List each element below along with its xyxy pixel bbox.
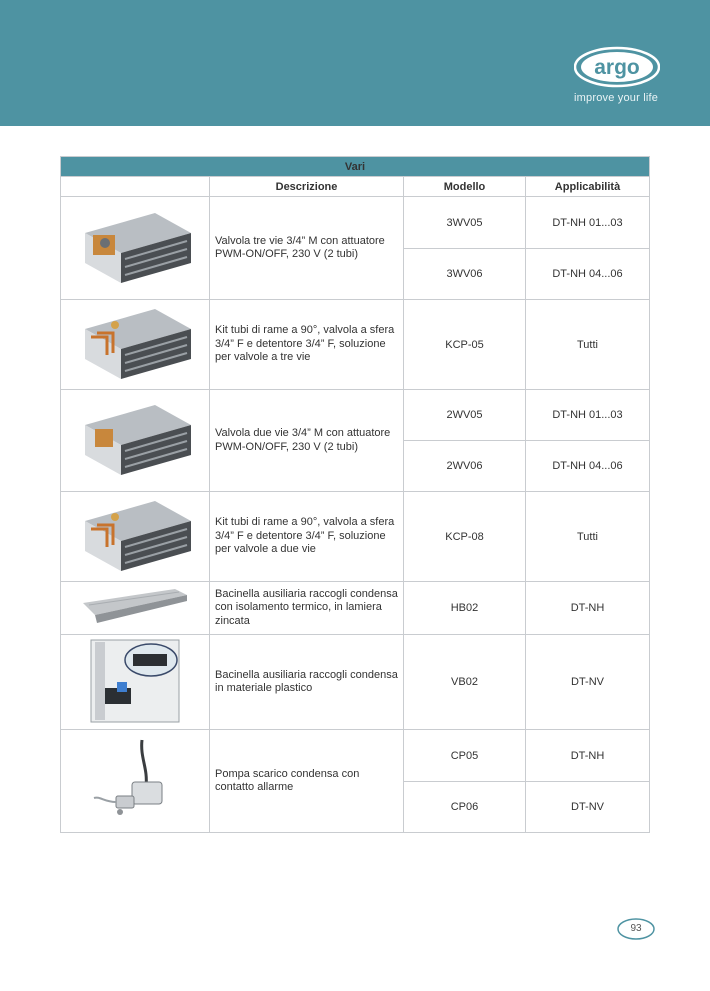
header-model: Modello	[404, 177, 526, 197]
applicability-cell: DT-NV	[526, 635, 650, 730]
table-row	[61, 582, 650, 635]
table-row	[61, 492, 650, 582]
applicability-cell: DT-NH 04...06	[526, 249, 650, 300]
applicability-cell: DT-NH	[526, 730, 650, 782]
table-row	[61, 390, 650, 441]
applicability-cell: DT-NH	[526, 582, 650, 635]
product-image-cell	[61, 390, 210, 492]
model-cell: 2WV05	[404, 390, 526, 441]
svg-text:argo: argo	[594, 56, 640, 79]
product-image-cell	[61, 730, 210, 833]
description-cell: Kit tubi di rame a 90°, valvola a sfera 3/4” F e detentore 3/4” F, soluzione per valvole a due vie	[210, 492, 404, 582]
applicability-cell: DT-NH 01...03	[526, 390, 650, 441]
fan-coil-valve-image	[75, 207, 195, 287]
table-header-row	[61, 177, 650, 197]
product-image-cell	[61, 635, 210, 730]
description-cell: Pompa scarico condensa con contatto allarme	[210, 730, 404, 833]
table-title-row	[61, 157, 650, 177]
applicability-cell: DT-NV	[526, 782, 650, 833]
model-cell: KCP-08	[404, 492, 526, 582]
table-row	[61, 730, 650, 782]
table-row	[61, 635, 650, 730]
table-row	[61, 300, 650, 390]
description-cell: Valvola tre vie 3/4” M con attuatore PWM-ON/OFF, 230 V (2 tubi)	[210, 197, 404, 300]
description-cell: Bacinella ausiliaria raccogli condensa in materiale plastico	[210, 635, 404, 730]
fan-coil-copper-kit-image	[75, 495, 195, 575]
description-cell: Bacinella ausiliaria raccogli condensa con isolamento termico, in lamiera zincata	[210, 582, 404, 635]
model-cell: KCP-05	[404, 300, 526, 390]
description-cell: Valvola due vie 3/4” M con attuatore PWM-ON/OFF, 230 V (2 tubi)	[210, 390, 404, 492]
fan-coil-2-way-valve-image	[75, 399, 195, 479]
description-cell: Kit tubi di rame a 90°, valvola a sfera 3/4” F e detentore 3/4” F, soluzione per valvole a tre vie	[210, 300, 404, 390]
header-description: Descrizione	[210, 177, 404, 197]
model-cell: CP05	[404, 730, 526, 782]
header-image-blank	[61, 177, 210, 197]
model-cell: 3WV05	[404, 197, 526, 249]
applicability-cell: DT-NH 01...03	[526, 197, 650, 249]
model-cell: 2WV06	[404, 441, 526, 492]
drip-tray-plastic-image	[89, 638, 181, 724]
product-image-cell	[61, 492, 210, 582]
product-image-cell	[61, 197, 210, 300]
accessories-table	[60, 156, 650, 833]
condensate-pump-image	[90, 738, 180, 822]
fan-coil-copper-kit-image	[75, 303, 195, 383]
drip-tray-metal-image	[75, 585, 195, 629]
brand-tagline: improve your life	[574, 92, 659, 104]
argo-logo	[574, 44, 660, 90]
table-row	[61, 197, 650, 249]
page-number: 93	[630, 923, 642, 934]
product-image-cell	[61, 582, 210, 635]
header-applicability: Applicabilità	[526, 177, 650, 197]
model-cell: CP06	[404, 782, 526, 833]
product-image-cell	[61, 300, 210, 390]
model-cell: HB02	[404, 582, 526, 635]
applicability-cell: Tutti	[526, 300, 650, 390]
table-title: Vari	[61, 157, 650, 177]
model-cell: 3WV06	[404, 249, 526, 300]
model-cell: VB02	[404, 635, 526, 730]
applicability-cell: Tutti	[526, 492, 650, 582]
applicability-cell: DT-NH 04...06	[526, 441, 650, 492]
